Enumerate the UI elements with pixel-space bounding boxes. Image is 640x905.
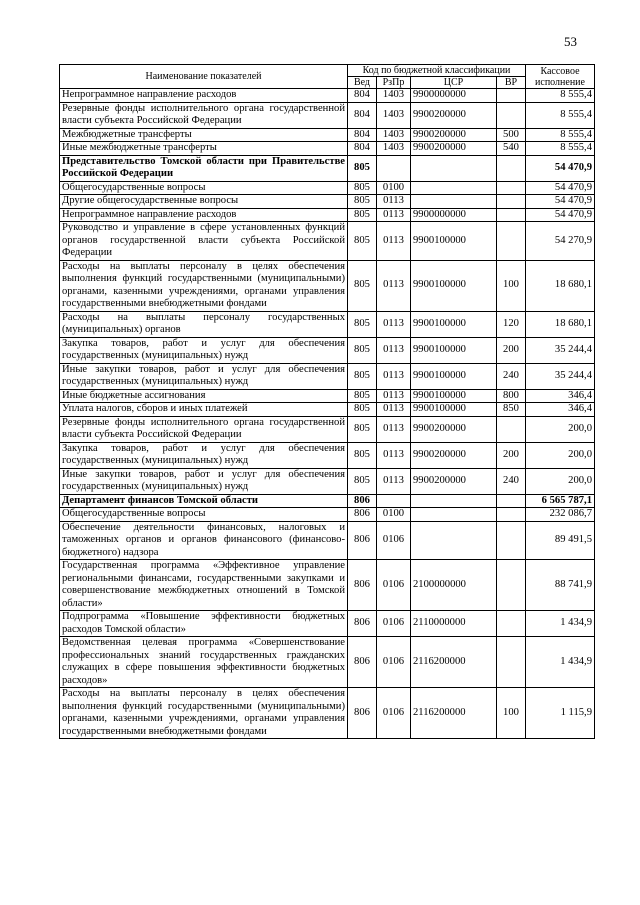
row-name: Государственная программа «Эффективное управление региональными финансами, государственными закупками и совершенствование межбюджетных отношений в Томской области»: [60, 560, 348, 611]
row-name: Закупка товаров, работ и услуг для обеспечения государственных (муниципальных) нужд: [60, 337, 348, 363]
row-name: Ведомственная целевая программа «Совершенствование профессиональных знаний государственных гражданских служащих в сфере повышения эффективности бюджетных расходов»: [60, 637, 348, 688]
table-row: [60, 222, 595, 261]
row-ved: 805: [348, 181, 377, 195]
row-rzpr: 1403: [377, 102, 411, 128]
row-rzpr: 0113: [377, 389, 411, 403]
row-sum: 1 115,9: [526, 688, 595, 739]
row-csr: 9900100000: [411, 363, 497, 389]
row-ved: 805: [348, 363, 377, 389]
row-csr: 2110000000: [411, 611, 497, 637]
row-sum: 8 555,4: [526, 102, 595, 128]
row-rzpr: 0113: [377, 416, 411, 442]
header-sum: Кассовое исполнение: [526, 65, 595, 89]
row-name: Межбюджетные трансферты: [60, 128, 348, 142]
row-rzpr: 0113: [377, 260, 411, 311]
row-ved: 805: [348, 468, 377, 494]
row-rzpr: 1403: [377, 142, 411, 156]
row-name: Иные закупки товаров, работ и услуг для обеспечения государственных (муниципальных) нужд: [60, 363, 348, 389]
row-name: Иные закупки товаров, работ и услуг для обеспечения государственных (муниципальных) нужд: [60, 468, 348, 494]
row-rzpr: [377, 494, 411, 508]
row-rzpr: 0100: [377, 508, 411, 522]
row-name: Подпрограмма «Повышение эффективности бюджетных расходов Томской области»: [60, 611, 348, 637]
row-csr: [411, 155, 497, 181]
row-vr: [497, 521, 526, 560]
row-vr: [497, 89, 526, 103]
row-vr: [497, 155, 526, 181]
row-ved: 806: [348, 688, 377, 739]
row-ved: 805: [348, 155, 377, 181]
row-vr: 200: [497, 337, 526, 363]
row-sum: 8 555,4: [526, 128, 595, 142]
row-vr: [497, 181, 526, 195]
table-row: [60, 416, 595, 442]
row-csr: 9900100000: [411, 403, 497, 417]
row-csr: 9900200000: [411, 142, 497, 156]
row-name: Представительство Томской области при Правительстве Российской Федерации: [60, 155, 348, 181]
row-name: Расходы на выплаты персоналу государственных (муниципальных) органов: [60, 311, 348, 337]
row-sum: 1 434,9: [526, 611, 595, 637]
table-row: [60, 468, 595, 494]
row-sum: 200,0: [526, 416, 595, 442]
table-row: [60, 260, 595, 311]
row-rzpr: 0113: [377, 208, 411, 222]
row-rzpr: 0106: [377, 688, 411, 739]
row-sum: 54 470,9: [526, 181, 595, 195]
row-name: Общегосударственные вопросы: [60, 181, 348, 195]
row-ved: 805: [348, 416, 377, 442]
row-csr: 2116200000: [411, 688, 497, 739]
row-vr: 240: [497, 363, 526, 389]
row-csr: 2116200000: [411, 637, 497, 688]
row-vr: [497, 611, 526, 637]
row-sum: 6 565 787,1: [526, 494, 595, 508]
row-csr: 9900200000: [411, 102, 497, 128]
row-ved: 805: [348, 337, 377, 363]
budget-table: [59, 64, 595, 739]
row-rzpr: 0106: [377, 560, 411, 611]
row-ved: 805: [348, 208, 377, 222]
table-row: [60, 389, 595, 403]
table-row: [60, 560, 595, 611]
row-name: Расходы на выплаты персоналу в целях обеспечения выполнения функций государственными (муниципальными) органами, казенными учреждениями, органами управления государственными внебюджетными фондами: [60, 260, 348, 311]
row-vr: [497, 208, 526, 222]
row-rzpr: 0113: [377, 195, 411, 209]
row-csr: [411, 195, 497, 209]
row-ved: 806: [348, 611, 377, 637]
row-name: Иные бюджетные ассигнования: [60, 389, 348, 403]
table-row: [60, 195, 595, 209]
row-vr: 540: [497, 142, 526, 156]
row-rzpr: 0113: [377, 363, 411, 389]
row-name: Обеспечение деятельности финансовых, налоговых и таможенных органов и органов финансового (финансово-бюджетного) надзора: [60, 521, 348, 560]
row-sum: 1 434,9: [526, 637, 595, 688]
table-row: [60, 363, 595, 389]
row-vr: 850: [497, 403, 526, 417]
row-ved: 804: [348, 128, 377, 142]
row-sum: 35 244,4: [526, 363, 595, 389]
row-sum: 200,0: [526, 442, 595, 468]
row-csr: 9900100000: [411, 389, 497, 403]
row-sum: 346,4: [526, 403, 595, 417]
row-rzpr: 0106: [377, 521, 411, 560]
row-csr: 9900100000: [411, 222, 497, 261]
table-row: [60, 494, 595, 508]
row-ved: 806: [348, 508, 377, 522]
table-row: [60, 637, 595, 688]
row-rzpr: 0113: [377, 403, 411, 417]
page-number: 53: [564, 34, 577, 49]
row-vr: [497, 102, 526, 128]
row-sum: 35 244,4: [526, 337, 595, 363]
row-sum: 18 680,1: [526, 311, 595, 337]
row-vr: [497, 195, 526, 209]
table-row: [60, 102, 595, 128]
row-name: Закупка товаров, работ и услуг для обеспечения государственных (муниципальных) нужд: [60, 442, 348, 468]
row-ved: 806: [348, 494, 377, 508]
row-ved: 806: [348, 637, 377, 688]
table-row: [60, 311, 595, 337]
table-row: [60, 142, 595, 156]
row-ved: 806: [348, 521, 377, 560]
row-rzpr: 0113: [377, 442, 411, 468]
row-name: Другие общегосударственные вопросы: [60, 195, 348, 209]
row-csr: 9900100000: [411, 311, 497, 337]
row-csr: 9900200000: [411, 128, 497, 142]
row-vr: 100: [497, 688, 526, 739]
row-name: Руководство и управление в сфере установленных функций органов государственной власти субъекта Российской Федерации: [60, 222, 348, 261]
table-header: [60, 65, 595, 89]
table-row: [60, 128, 595, 142]
table-row: [60, 181, 595, 195]
table-row: [60, 521, 595, 560]
table-row: [60, 155, 595, 181]
row-rzpr: 0106: [377, 611, 411, 637]
row-csr: 9900000000: [411, 89, 497, 103]
row-sum: 88 741,9: [526, 560, 595, 611]
header-csr: ЦСР: [411, 77, 497, 89]
row-sum: 346,4: [526, 389, 595, 403]
header-vr: ВР: [497, 77, 526, 89]
row-sum: 54 470,9: [526, 208, 595, 222]
row-ved: 806: [348, 560, 377, 611]
row-rzpr: 0106: [377, 637, 411, 688]
row-name: Иные межбюджетные трансферты: [60, 142, 348, 156]
row-ved: 805: [348, 442, 377, 468]
row-sum: 8 555,4: [526, 89, 595, 103]
row-csr: [411, 508, 497, 522]
row-csr: 2100000000: [411, 560, 497, 611]
row-sum: 18 680,1: [526, 260, 595, 311]
row-sum: 54 470,9: [526, 155, 595, 181]
row-ved: 805: [348, 403, 377, 417]
row-csr: 9900200000: [411, 442, 497, 468]
row-vr: 500: [497, 128, 526, 142]
row-vr: 240: [497, 468, 526, 494]
row-ved: 804: [348, 102, 377, 128]
header-code-group: Код по бюджетной классификации: [348, 65, 526, 77]
row-ved: 805: [348, 222, 377, 261]
row-name: Непрограммное направление расходов: [60, 208, 348, 222]
row-name: Департамент финансов Томской области: [60, 494, 348, 508]
row-name: Расходы на выплаты персоналу в целях обеспечения выполнения функций государственными (муниципальными) органами, казенными учреждениями, органами управления государственными внебюджетными фондами: [60, 688, 348, 739]
row-rzpr: 0113: [377, 311, 411, 337]
table-row: [60, 89, 595, 103]
row-csr: 9900200000: [411, 416, 497, 442]
row-sum: 89 491,5: [526, 521, 595, 560]
table-row: [60, 403, 595, 417]
row-name: Резервные фонды исполнительного органа государственной власти субъекта Российской Федерации: [60, 416, 348, 442]
row-name: Уплата налогов, сборов и иных платежей: [60, 403, 348, 417]
row-csr: 9900200000: [411, 468, 497, 494]
row-csr: [411, 494, 497, 508]
row-ved: 805: [348, 311, 377, 337]
header-ved: Вед: [348, 77, 377, 89]
table-row: [60, 337, 595, 363]
row-ved: 805: [348, 389, 377, 403]
row-rzpr: 0113: [377, 222, 411, 261]
row-rzpr: 0113: [377, 337, 411, 363]
row-vr: [497, 637, 526, 688]
row-vr: [497, 222, 526, 261]
table-row: [60, 208, 595, 222]
row-vr: 100: [497, 260, 526, 311]
row-ved: 805: [348, 260, 377, 311]
header-rzpr: РзПр: [377, 77, 411, 89]
row-rzpr: 0100: [377, 181, 411, 195]
row-csr: 9900100000: [411, 337, 497, 363]
row-name: Общегосударственные вопросы: [60, 508, 348, 522]
row-vr: [497, 416, 526, 442]
row-sum: 232 086,7: [526, 508, 595, 522]
table-body: [60, 89, 595, 739]
row-ved: 804: [348, 142, 377, 156]
row-rzpr: 1403: [377, 128, 411, 142]
row-sum: 200,0: [526, 468, 595, 494]
row-name: Резервные фонды исполнительного органа государственной власти субъекта Российской Федерации: [60, 102, 348, 128]
row-rzpr: [377, 155, 411, 181]
row-sum: 54 270,9: [526, 222, 595, 261]
table-row: [60, 611, 595, 637]
row-vr: [497, 508, 526, 522]
row-vr: [497, 560, 526, 611]
row-sum: 8 555,4: [526, 142, 595, 156]
row-ved: 804: [348, 89, 377, 103]
row-ved: 805: [348, 195, 377, 209]
row-vr: 120: [497, 311, 526, 337]
table-row: [60, 442, 595, 468]
row-sum: 54 470,9: [526, 195, 595, 209]
row-rzpr: 1403: [377, 89, 411, 103]
row-vr: 200: [497, 442, 526, 468]
table-row: [60, 688, 595, 739]
row-csr: 9900100000: [411, 260, 497, 311]
row-rzpr: 0113: [377, 468, 411, 494]
row-csr: [411, 521, 497, 560]
row-vr: [497, 494, 526, 508]
row-csr: [411, 181, 497, 195]
row-vr: 800: [497, 389, 526, 403]
header-name: Наименование показателей: [60, 65, 348, 89]
row-csr: 9900000000: [411, 208, 497, 222]
table-row: [60, 508, 595, 522]
row-name: Непрограммное направление расходов: [60, 89, 348, 103]
